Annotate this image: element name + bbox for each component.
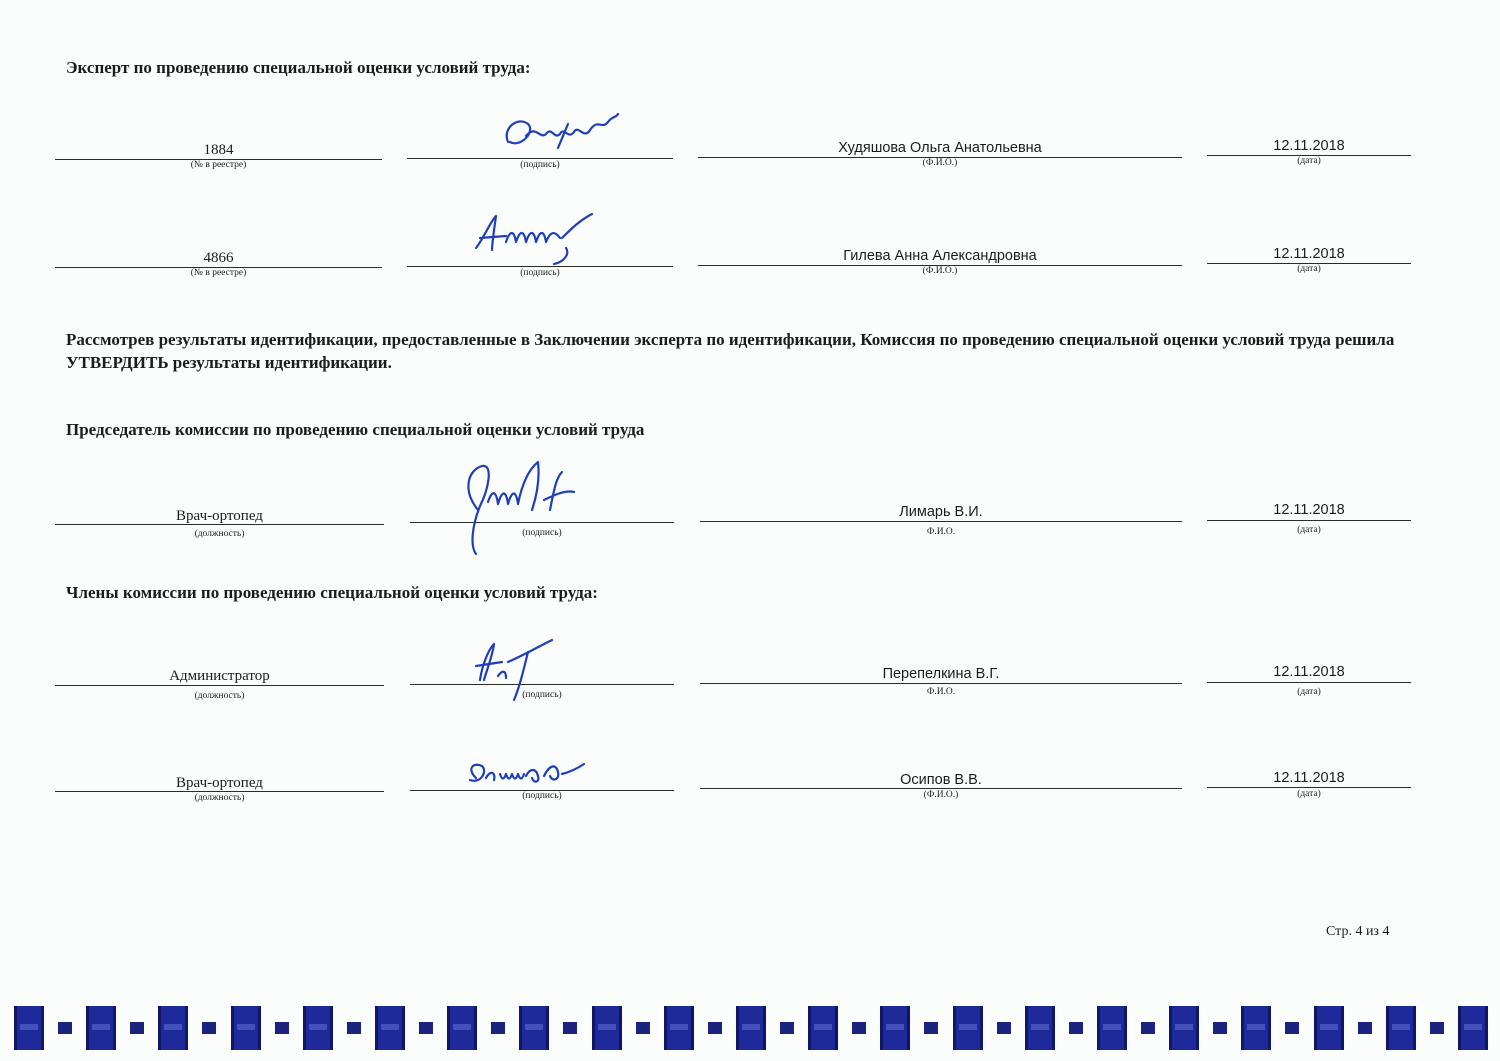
expert-1-signature-caption: (подпись) — [520, 160, 560, 170]
binding-ring — [519, 1006, 549, 1050]
member-2-position-field — [55, 775, 384, 815]
underline — [55, 685, 384, 686]
binding-link — [1141, 1022, 1155, 1034]
binding-ring — [592, 1006, 622, 1050]
member-1-position-field — [55, 668, 384, 708]
binding-ring — [1097, 1006, 1127, 1050]
expert-1-date: 12.11.2018 — [1273, 138, 1345, 154]
member-2-fio-field — [700, 772, 1182, 812]
expert-1-fio-field — [698, 138, 1182, 178]
binding-link — [275, 1022, 289, 1034]
binding-ring — [447, 1006, 477, 1050]
binding-link — [924, 1022, 938, 1034]
chair-position-caption: (должность) — [194, 529, 245, 539]
member-2-position: Врач-ортопед — [176, 775, 263, 791]
member-2-position-caption: (должность) — [194, 793, 245, 803]
binding-link — [1069, 1022, 1083, 1034]
expert-2-date-field — [1207, 246, 1411, 286]
binding-ring — [664, 1006, 694, 1050]
binding-ring — [86, 1006, 116, 1050]
member-2-date-caption: (дата) — [1297, 789, 1321, 799]
expert-2-registry-caption: (№ в реестре) — [190, 268, 247, 278]
binding-ring — [1169, 1006, 1199, 1050]
member-2-fio: Осипов В.В. — [900, 772, 982, 788]
underline — [1207, 520, 1411, 521]
binding-link — [1358, 1022, 1372, 1034]
chair-position: Врач-ортопед — [176, 508, 263, 524]
expert-1-registry-field — [55, 138, 382, 178]
member-1-fio: Перепелкина В.Г. — [882, 666, 1000, 682]
underline — [700, 788, 1182, 789]
binding-link — [852, 1022, 866, 1034]
spiral-binding — [14, 996, 1494, 1056]
binding-ring — [953, 1006, 983, 1050]
binding-link — [419, 1022, 433, 1034]
binding-ring — [158, 1006, 188, 1050]
expert-heading: Эксперт по проведению специальной оценки условий труда: — [66, 58, 531, 77]
member-1-fio-field — [700, 666, 1182, 706]
expert-1-fio: Худяшова Ольга Анатольевна — [838, 140, 1042, 156]
binding-ring — [14, 1006, 44, 1050]
expert-2-registry-field — [55, 246, 382, 286]
underline — [700, 683, 1182, 684]
chair-date: 12.11.2018 — [1273, 502, 1345, 518]
member-1-date-caption: (дата) — [1297, 687, 1321, 697]
binding-ring — [808, 1006, 838, 1050]
binding-link — [1430, 1022, 1444, 1034]
expert-2-fio-field — [698, 246, 1182, 286]
binding-link — [780, 1022, 794, 1034]
decision-paragraph: Рассмотрев результаты идентификации, предоставленные в Заключении эксперта по идентификации, Комиссия по проведению специальной оценки условий труда решила УТВЕРДИТЬ результаты идентификации. — [66, 330, 1395, 372]
expert-1-registry: 1884 — [203, 142, 234, 158]
binding-link — [636, 1022, 650, 1034]
expert-1-registry-caption: (№ в реестре) — [190, 160, 247, 170]
expert-2-registry: 4866 — [203, 250, 234, 266]
binding-link — [1213, 1022, 1227, 1034]
binding-link — [130, 1022, 144, 1034]
expert-1-date-caption: (дата) — [1297, 156, 1321, 166]
binding-link — [1285, 1022, 1299, 1034]
member-1-date-field — [1207, 664, 1411, 704]
expert-1-fio-caption: (Ф.И.О.) — [922, 158, 958, 168]
binding-ring — [880, 1006, 910, 1050]
binding-link — [347, 1022, 361, 1034]
member-2-signature-caption: (подпись) — [522, 791, 562, 801]
binding-link — [997, 1022, 1011, 1034]
binding-ring — [1241, 1006, 1271, 1050]
member-1-signature-caption: (подпись) — [522, 690, 562, 700]
chair-position-field — [55, 506, 384, 546]
binding-link — [202, 1022, 216, 1034]
underline — [55, 791, 384, 792]
binding-ring — [303, 1006, 333, 1050]
page-number: Стр. 4 из 4 — [1326, 924, 1390, 939]
members-heading: Члены комиссии по проведению специальной оценки условий труда: — [66, 583, 598, 602]
binding-ring — [1386, 1006, 1416, 1050]
chair-signature-caption: (подпись) — [522, 528, 562, 538]
binding-ring — [1025, 1006, 1055, 1050]
expert-2-date-caption: (дата) — [1297, 264, 1321, 274]
member-1-date: 12.11.2018 — [1273, 664, 1345, 680]
binding-ring — [375, 1006, 405, 1050]
expert-2-date: 12.11.2018 — [1273, 246, 1345, 262]
chair-date-caption: (дата) — [1297, 525, 1321, 535]
binding-ring — [231, 1006, 261, 1050]
member-2-date: 12.11.2018 — [1273, 770, 1345, 786]
member-2-date-field — [1207, 770, 1411, 810]
binding-link — [491, 1022, 505, 1034]
chair-fio-field — [700, 504, 1182, 544]
underline — [700, 521, 1182, 522]
underline — [1207, 787, 1411, 788]
expert-2-fio: Гилева Анна Александровна — [843, 248, 1037, 264]
member-1-fio-caption: Ф.И.О. — [926, 687, 956, 697]
binding-ring — [736, 1006, 766, 1050]
underline — [1207, 682, 1411, 683]
binding-ring — [1314, 1006, 1344, 1050]
chair-date-field — [1207, 502, 1411, 542]
binding-link — [563, 1022, 577, 1034]
expert-1-date-field — [1207, 138, 1411, 178]
chair-fio: Лимарь В.И. — [899, 504, 983, 520]
binding-link — [58, 1022, 72, 1034]
underline — [55, 524, 384, 525]
chair-heading: Председатель комиссии по проведению специальной оценки условий труда — [66, 420, 645, 439]
member-1-position-caption: (должность) — [194, 691, 245, 701]
binding-link — [708, 1022, 722, 1034]
member-2-fio-caption: (Ф.И.О.) — [923, 790, 959, 800]
member-1-position: Администратор — [169, 668, 270, 684]
chair-fio-caption: Ф.И.О. — [926, 527, 956, 537]
expert-2-signature-caption: (подпись) — [520, 268, 560, 278]
binding-ring — [1458, 1006, 1488, 1050]
expert-2-fio-caption: (Ф.И.О.) — [922, 266, 958, 276]
